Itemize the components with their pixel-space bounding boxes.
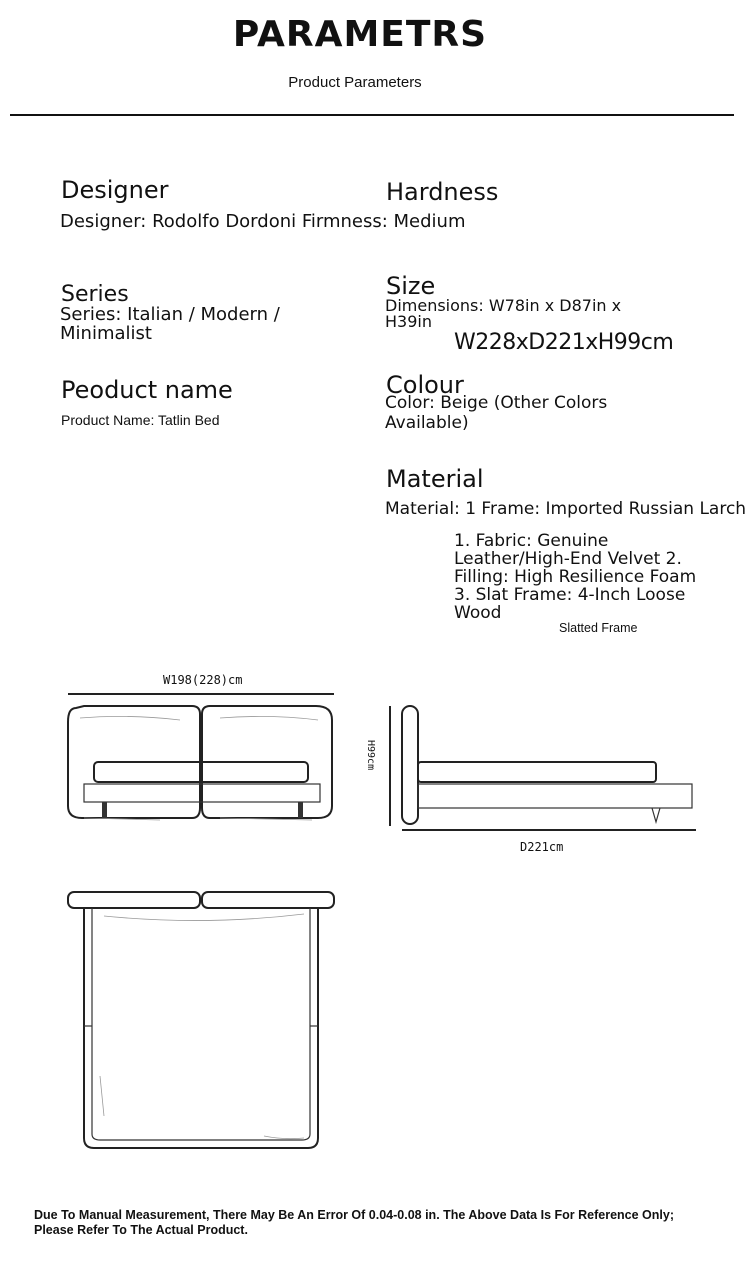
disclaimer-note: Due To Manual Measurement, There May Be An Error Of 0.04-0.08 in. The Above Data Is For Reference Only; Please Refer To The Actual Product. xyxy=(34,1208,674,1237)
hardness-heading: Hardness xyxy=(386,178,499,206)
series-text: Series: Italian / Modern / Minimalist xyxy=(60,304,280,344)
page-title: PARAMETRS xyxy=(232,14,488,55)
side-view-drawing xyxy=(380,700,700,840)
material-line1: Material: 1 Frame: Imported Russian Larch xyxy=(385,499,747,519)
top-view-drawing xyxy=(64,886,340,1156)
material-line2: 1. Fabric: Genuine Leather/High-End Velvet 2. Filling: High Resilience Foam 3. Slat Frame: 4-Inch Loose Wood xyxy=(454,531,697,623)
size-text: Dimensions: W78in x D87in x H39in xyxy=(385,296,622,331)
designer-text: Designer: Rodolfo Dordoni Firmness: Medium xyxy=(60,211,466,232)
header-divider xyxy=(10,114,734,116)
side-height-label: H99cm xyxy=(365,740,376,771)
front-width-label: W198(228)cm xyxy=(163,673,243,687)
product-text: Product Name: Tatlin Bed xyxy=(61,412,220,428)
size-metric: W228xD221xH99cm xyxy=(454,330,674,355)
side-depth-label: D221cm xyxy=(520,840,564,854)
page-subtitle: Product Parameters xyxy=(288,74,422,91)
material-line3: Slatted Frame xyxy=(559,621,638,635)
front-view-drawing xyxy=(60,688,340,828)
colour-heading: Colour xyxy=(386,371,464,399)
designer-heading: Designer xyxy=(61,176,169,204)
material-heading: Material xyxy=(386,465,484,493)
product-heading: Peoduct name xyxy=(61,376,233,404)
size-heading: Size xyxy=(386,272,436,300)
colour-text: Color: Beige (Other Colors Available) xyxy=(385,393,608,433)
series-heading: Series xyxy=(61,282,129,307)
